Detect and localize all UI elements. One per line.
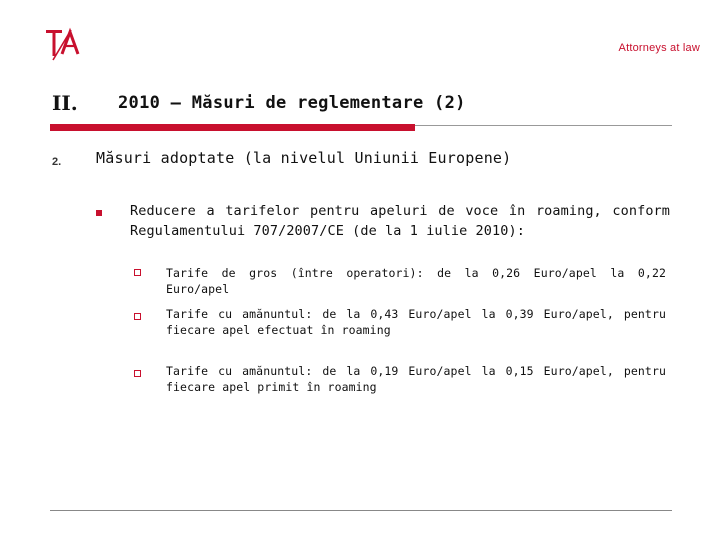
- page-title: 2010 – Măsuri de reglementare (2): [118, 93, 466, 113]
- item-title: Măsuri adoptate (la nivelul Uniunii Europene): [96, 149, 512, 167]
- bullet-text: Reducere a tarifelor pentru apeluri de voce în roaming, conform Regulamentului 707/2007/CE (de la 1 iulie 2010):: [130, 203, 670, 239]
- sub-bullet-square-icon: [134, 313, 141, 320]
- item-number: 2.: [52, 156, 62, 168]
- sub-bullet-text: Tarife de gros (între operatori): de la 0,26 Euro/apel la 0,22 Euro/apel: [166, 266, 666, 296]
- section-number: II.: [52, 91, 78, 115]
- sub-bullet-text: Tarife cu amănuntul: de la 0,19 Euro/apel la 0,15 Euro/apel, pentru fiecare apel primit în roaming: [166, 364, 666, 394]
- bullet-square-icon: [96, 210, 102, 216]
- title-underline-divider: [415, 125, 672, 126]
- sub-bullet-square-icon: [134, 370, 141, 377]
- footer-divider: [50, 510, 672, 511]
- company-logo-icon: [44, 24, 84, 64]
- sub-bullet-square-icon: [134, 269, 141, 276]
- sub-bullet-text: Tarife cu amănuntul: de la 0,43 Euro/apel la 0,39 Euro/apel, pentru fiecare apel efectuat în roaming: [166, 307, 666, 337]
- brand-tagline: Attorneys at law: [618, 42, 700, 54]
- title-underline-accent: [50, 124, 415, 131]
